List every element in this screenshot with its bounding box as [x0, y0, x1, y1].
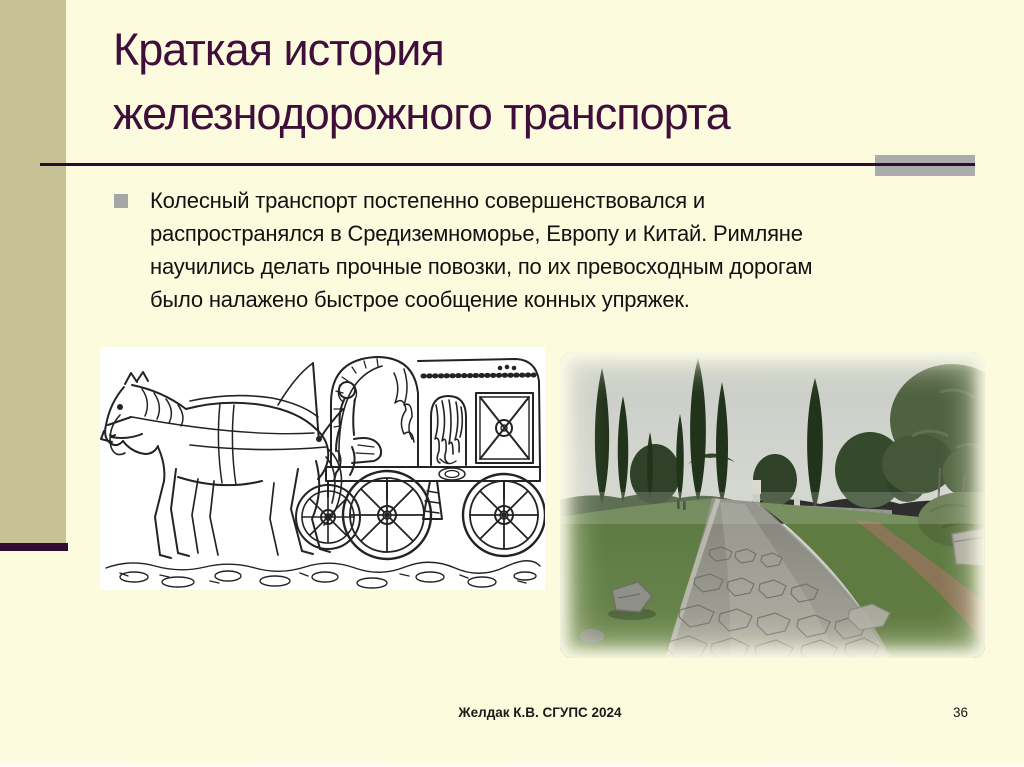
sidebar-band [0, 0, 66, 543]
ground-stones [106, 561, 540, 588]
title-line-2: железнодорожного транспорта [113, 88, 730, 139]
wagon-body [418, 359, 540, 467]
haze [560, 492, 985, 524]
body-line: Колесный транспорт постепенно совершенствовался и [150, 188, 706, 213]
page-number: 36 [952, 705, 968, 720]
footer-text: Желдак К.В. СГУПС 2024 [458, 705, 622, 720]
body-line: было налажено быстрое сообщение конных упряжек. [150, 287, 690, 312]
appian-way-photo [560, 352, 985, 658]
road-photo [560, 352, 985, 658]
bottom-edge-fade [0, 758, 1024, 767]
body-line: научились делать прочные повозки, по их превосходным дорогам [150, 254, 813, 279]
bullet-paragraph [150, 184, 1010, 316]
title-line-1: Краткая история [113, 24, 444, 75]
slide-title [113, 18, 1003, 146]
title-divider-line [40, 163, 975, 166]
carriage-drawing [100, 347, 545, 590]
bullet-square-icon [114, 194, 128, 208]
sidebar-accent-bar [0, 543, 68, 551]
roman-carriage-illustration [100, 347, 545, 590]
canopy [331, 357, 418, 467]
body-line: распространялся в Средиземноморье, Европу и Китай. Римляне [150, 221, 803, 246]
